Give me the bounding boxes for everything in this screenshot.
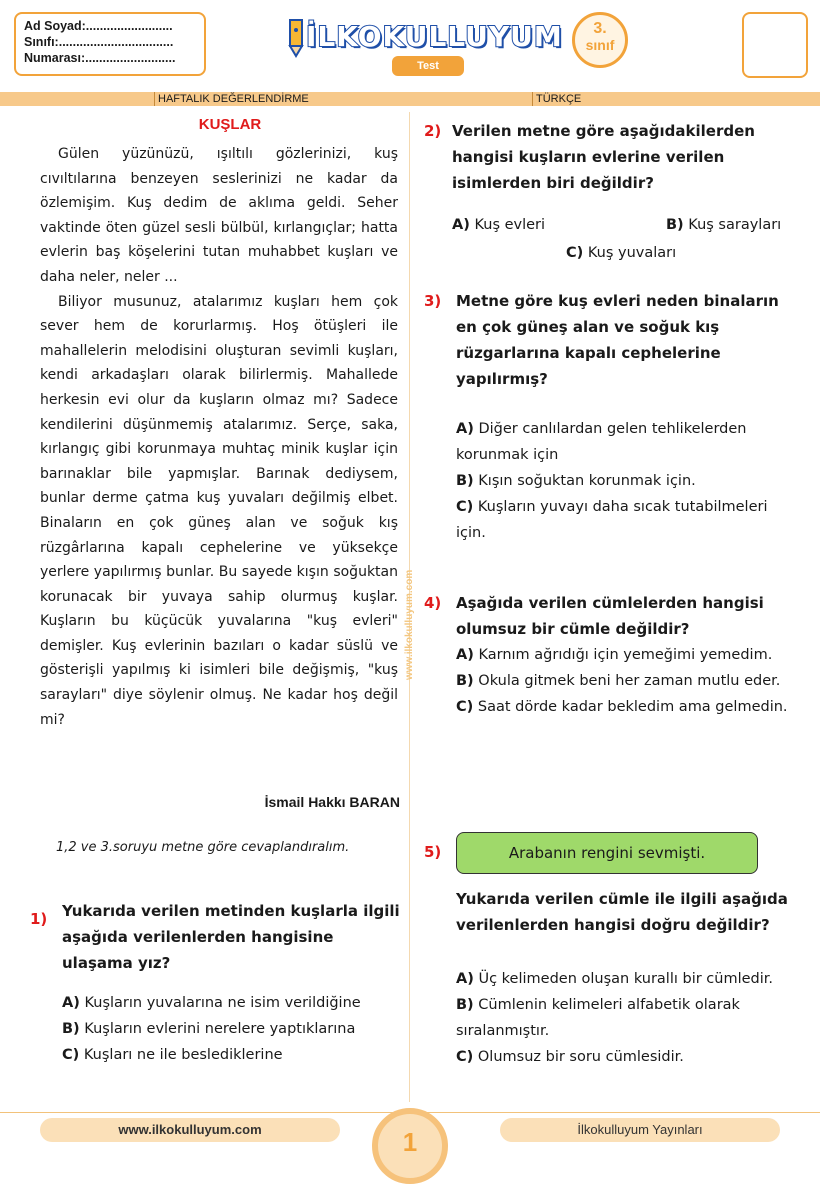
story-title: KUŞLAR — [198, 116, 262, 133]
logo — [282, 14, 563, 86]
question-3-text: Metne göre kuş evleri neden binaların en çok güneş alan ve soğuk kış rüzgarlarına kapalı cephelerine yapılırmış? — [456, 292, 779, 388]
option-a[interactable]: A) Diğer canlılardan gelen tehlikelerden korunmak için — [456, 421, 747, 463]
option-b[interactable]: B) Kuşların evlerini nerelere yaptıklarına — [62, 1021, 356, 1037]
option-b[interactable]: B) Cümlenin kelimeleri alfabetik olarak sıralanmıştır. — [456, 997, 740, 1039]
question-4-options — [456, 642, 796, 720]
question-1-number: 1) — [30, 910, 48, 928]
question-1-options — [62, 990, 412, 1068]
question-2-number: 2) — [424, 122, 442, 140]
test-tag: Test — [392, 56, 464, 76]
question-4-text: Aşağıda verilen cümlelerden hangisi olumsuz bir cümle değildir? — [456, 594, 764, 638]
question-3-options — [456, 416, 796, 546]
question-5-text: Yukarıda verilen cümle ile ilgili aşağıda verilenlerden hangisi doğru değildir? — [456, 890, 788, 934]
grade-badge — [572, 12, 628, 68]
question-2-text: Verilen metne göre aşağıdakilerden hangisi kuşların evlerine verilen isimlerden biri değildir? — [452, 122, 755, 192]
option-b[interactable]: B) Kuş sarayları — [666, 217, 782, 233]
story-paragraph: Biliyor musunuz, atalarımız kuşları hem çok sever hem de korurlarmış. Hoş ötüşleri ile mahallelerin melodisini oluşturan sevimli kuşları, kendi arkadaşları olarak bilirlermiş. Mahallede herkesin evi olur da kuşların olmaz mı? Sadece kendilerini düşünmemiş atalarımız. Serçe, saka, kırlangıç gibi korunmaya muhtaç minik kuşlar için barınaklar bile yapmışlar. Barınak dediysem, bunlar derme çatma kuş yuvaları değilmiş elbet. Binaların en çok güneş alan ve soğuk kış rüzgârlarına kapalı cephelerine ve yüksekçe yerlere yapılırmış bunlar. Bu sayede kışın soğuktan korunacak bir yuvaya sahip olurmuş kuşlar. Kuşların bu küçücük yuvalarına "kuş evleri" demişler. Kuş evlerinin bazıları o kadar süslü ve gösterişli yapılmış ki isimleri bile değişmiş, "kuş sarayları" diye söylenir olmuş. Ne kadar hoş değil mi? — [40, 293, 398, 728]
option-c[interactable]: C) Saat dörde kadar bekledim ama gelmedin. — [456, 699, 788, 715]
option-c[interactable]: C) Olumsuz bir soru cümlesidir. — [456, 1049, 684, 1065]
logo-text: İLKOKULLUYUM — [306, 20, 563, 53]
question-3-number: 3) — [424, 292, 442, 310]
instruction-note: 1,2 ve 3.soruyu metne göre cevaplandıralım. — [56, 840, 350, 855]
class-label: Sınıfı:................................. — [24, 35, 174, 49]
sentence-box: Arabanın rengini sevmişti. — [456, 832, 758, 874]
story-author: İsmail Hakkı BARAN — [264, 794, 400, 810]
question-1-text: Yukarıda verilen metinden kuşlarla ilgili aşağıda verilenlerden hangisine ulaşama yız? — [62, 902, 400, 972]
watermark: www.ilkokulluyum.com — [404, 569, 415, 680]
page-number: 1 — [372, 1108, 448, 1184]
option-a[interactable]: A) Üç kelimeden oluşan kurallı bir cümledir. — [456, 971, 774, 987]
option-b[interactable]: B) Kışın soğuktan korunmak için. — [456, 473, 696, 489]
band-divider — [154, 92, 155, 106]
option-c[interactable]: C) Kuşları ne ile beslediklerine — [62, 1047, 283, 1063]
footer-publisher: İlkokulluyum Yayınları — [500, 1118, 780, 1142]
option-c[interactable]: C) Kuşların yuvayı daha sıcak tutabilmeleri için. — [456, 499, 768, 541]
question-4-number: 4) — [424, 594, 442, 612]
option-a[interactable]: A) Karnım ağrıdığı için yemeğimi yemedim. — [456, 647, 773, 663]
question-5-options — [456, 966, 796, 1070]
option-b[interactable]: B) Okula gitmek beni her zaman mutlu eder. — [456, 673, 781, 689]
name-label: Ad Soyad:......................... — [24, 19, 173, 33]
grade-number: 3. — [593, 20, 607, 37]
header-band — [0, 92, 820, 106]
grade-word: sınıf — [585, 37, 615, 53]
option-c[interactable]: C) Kuş yuvaları — [566, 245, 677, 261]
footer-website[interactable]: www.ilkokulluyum.com — [40, 1118, 340, 1142]
number-label: Numarası:.......................... — [24, 51, 176, 65]
student-info-box — [14, 12, 206, 76]
band-title-right: TÜRKÇE — [536, 93, 582, 105]
band-title-left: HAFTALIK DEĞERLENDİRME — [158, 93, 309, 105]
story-text — [40, 142, 398, 732]
option-a[interactable]: A) Kuşların yuvalarına ne isim verildiğine — [62, 995, 361, 1011]
band-divider — [532, 92, 533, 106]
question-5-number: 5) — [424, 843, 442, 861]
story-paragraph: Gülen yüzünüzü, ışıltılı gözlerinizi, kuş cıvıltılarına benzeyen seslerinizi ne kadar da özlemişim. Kuş dedim de aklıma geldi. Seher vaktinde öten güzel sesli bülbül, kırlangıçlar; hatta evlerin baş köşelerini tutan muhabbet kuşları ve daha neler, neler ... — [40, 146, 398, 285]
option-a[interactable]: A) Kuş evleri — [452, 217, 546, 233]
score-box — [742, 12, 808, 78]
